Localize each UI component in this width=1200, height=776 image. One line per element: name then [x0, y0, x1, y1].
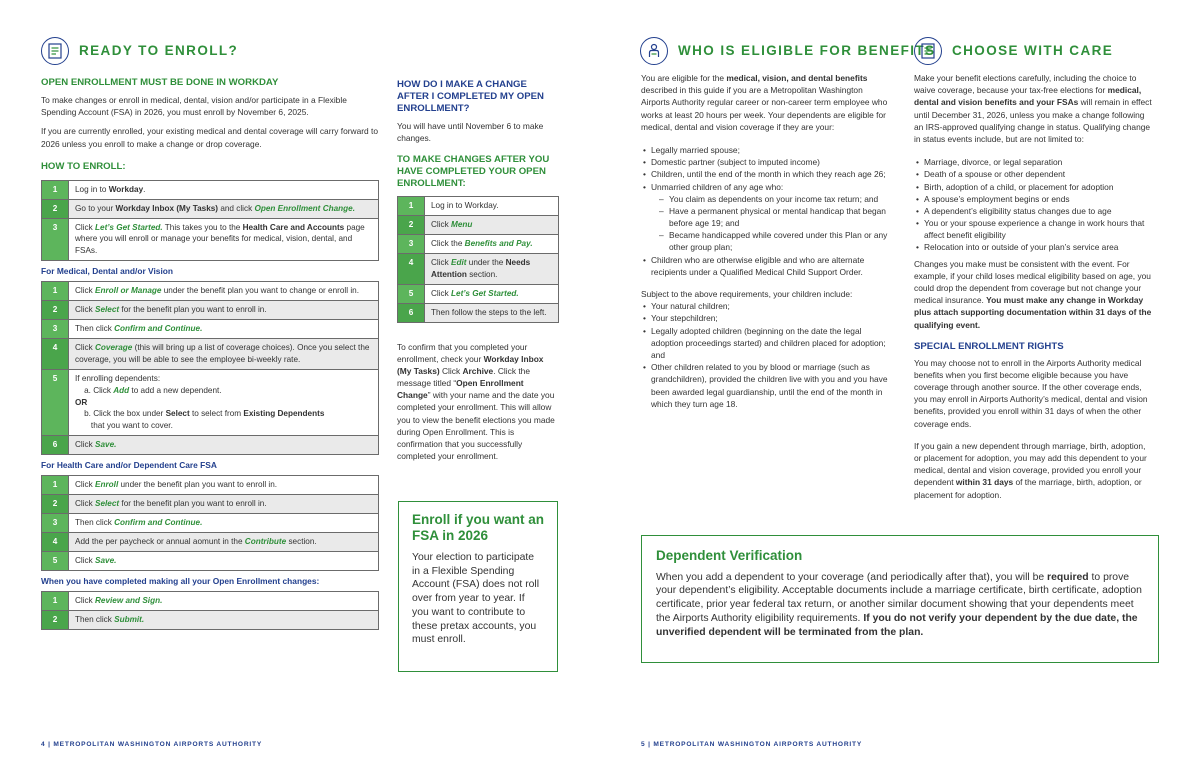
list-item: • Unmarried children of any age who: – You claim as dependents on your income tax return; and – Have a permanent physical or mental handicap that began before age 19; and – Became handicapped while covered under this Plan or any other group plan;: [643, 181, 891, 254]
table-row: 6 Click Save.: [42, 436, 379, 455]
change-deadline-text: You will have until November 6 to make changes.: [397, 120, 544, 144]
medical-dental-vision-subheading: For Medical, Dental and/or Vision: [41, 266, 174, 277]
left-footer: 4 | METROPOLITAN WASHINGTON AIRPORTS AUTHORITY: [41, 741, 263, 748]
make-changes-heading: TO MAKE CHANGES AFTER YOU HAVE COMPLETED YOUR OPEN ENROLLMENT:: [397, 154, 550, 190]
table-row: 3 Click Let’s Get Started. This takes you to the Health Care and Accounts page where you will enroll or manage your benefits for medical, vision, dental, and FSAs.: [42, 218, 379, 261]
list-item: • Legally married spouse;: [643, 144, 891, 156]
list-item: • Relocation into or outside of your plan’s service area: [916, 241, 1154, 253]
special-enrollment-text-2: If you gain a new dependent through marriage, birth, adoption, or placement for adoption, you may add this dependent to your medical, dental and vision coverage, provided you enroll your dependent within 31 days of the marriage, birth, adoption, or placement for adoption.: [914, 440, 1147, 500]
table-row: 4 Click Coverage (this will bring up a list of coverage choices). Once you select the coverage, you will be able to see the employee bi-weekly rate.: [42, 339, 379, 370]
dependent-verification-title: Dependent Verification: [656, 548, 803, 563]
medical-steps-table: [41, 281, 379, 455]
choose-care-column: [914, 72, 1154, 501]
list-item: • Marriage, divorce, or legal separation: [916, 156, 1154, 168]
final-steps-table: [41, 591, 379, 630]
table-row: 1 Log in to Workday.: [42, 180, 379, 199]
left-column: [41, 77, 379, 630]
fsa-steps-table: [41, 475, 379, 570]
table-row: 3 Then click Confirm and Continue.: [42, 514, 379, 533]
list-item: • A spouse’s employment begins or ends: [916, 193, 1154, 205]
eligible-header: [640, 37, 935, 65]
fsa-subheading: For Health Care and/or Dependent Care FSA: [41, 460, 217, 471]
list-item: • Children, until the end of the month in which they reach age 26;: [643, 168, 891, 180]
completed-subheading: When you have completed making all your Open Enrollment changes:: [41, 575, 320, 586]
table-row: 2 Click Select for the benefit plan you want to enroll in.: [42, 495, 379, 514]
dependent-verification-box: [641, 535, 1159, 663]
list-item: • Other children related to you by blood or marriage (such as grandchildren), provided the children live with you and you have been awarded legal guardianship, until the end of the month in which they turn age 18.: [643, 361, 891, 410]
list-item: • Children who are otherwise eligible and who are alternate recipients under a Qualified Medical Child Support Order.: [643, 254, 891, 278]
consistent-change-text: Changes you make must be consistent with the event. For example, if your child loses medical eligibility based on age, you could drop the dependent from coverage but not change your medical insurance. You must make any change in Workday plus attach supporting documentation within 31 days of the qualifying event.: [914, 258, 1152, 330]
table-row: 1 Click Enroll or Manage under the benefit plan you want to change or enroll in.: [42, 282, 379, 301]
subject-text: Subject to the above requirements, your children include:: [641, 289, 853, 299]
list-item: • Legally adopted children (beginning on the date the legal adoption proceedings started) and children placed for adoption; and: [643, 325, 891, 362]
table-row: 5 Click Let’s Get Started.: [398, 284, 559, 303]
change-steps-table: [397, 196, 559, 322]
table-row: 5 Click Save.: [42, 551, 379, 570]
dependent-verification-body: When you add a dependent to your coverage (and periodically after that), you will be required to prove your dependent’s eligibility. Acceptable documents include a marriage certificate, birth certificate, adoption certificate, prior year federal tax return, or another similar document showing that your dependents meet the Airports Authority eligibility requirements. If you do not verify your dependent by the due date, the unverified dependent will be terminated from the plan.: [656, 571, 1142, 638]
table-row: 1 Click Enroll under the benefit plan you want to enroll in.: [42, 476, 379, 495]
table-row: 2 Click Menu: [398, 216, 559, 235]
table-row: 1 Log in to Workday.: [398, 197, 559, 216]
table-row: 1 Click Review and Sign.: [42, 591, 379, 610]
choose-care-header: [914, 37, 1113, 65]
table-row: 3 Then click Confirm and Continue.: [42, 320, 379, 339]
table-row: 3 Click the Benefits and Pay.: [398, 235, 559, 254]
middle-column: [397, 79, 559, 462]
how-to-enroll-table: [41, 180, 379, 261]
list-item: • You or your spouse experience a change in work hours that affect benefit eligibility: [916, 217, 1154, 241]
list-item: • Death of a spouse or other dependent: [916, 168, 1154, 180]
list-item: • Birth, adoption of a child, or placement for adoption: [916, 181, 1154, 193]
fsa-callout: [398, 501, 558, 672]
eligible-title: WHO IS ELIGIBLE FOR BENEFITS: [678, 43, 936, 59]
eligible-column: [641, 72, 891, 410]
fsa-callout-title: Enroll if you want an FSA in 2026: [412, 512, 545, 544]
fsa-callout-body: Your election to participate in a Flexible Spending Account (FSA) does not roll over from year to year. If you want to contribute to these pretax accounts, you must enroll.: [412, 551, 540, 646]
children-list: [641, 300, 891, 410]
table-row: 2 Then click Submit.: [42, 610, 379, 629]
table-row: 2 Go to your Workday Inbox (My Tasks) and click Open Enrollment Change.: [42, 199, 379, 218]
how-change-heading: HOW DO I MAKE A CHANGE AFTER I COMPLETED MY OPEN ENROLLMENT?: [397, 79, 544, 114]
how-to-enroll-heading: HOW TO ENROLL:: [41, 160, 126, 172]
table-row: 4 Add the per paycheck or annual aomunt in the Contribute section.: [42, 533, 379, 552]
person-icon: [640, 37, 668, 65]
right-footer: 5 | METROPOLITAN WASHINGTON AIRPORTS AUTHORITY: [641, 741, 863, 748]
special-enrollment-text-1: You may choose not to enroll in the Airports Authority medical benefits when you first become eligible because you have coverage through another source. If the other coverage ends, you may enroll in Airports Authority’s medical, dental and vision benefits, provided you enroll within 31 days of when the other coverage ends.: [914, 357, 1148, 429]
document-icon: [914, 37, 942, 65]
confirm-enrollment-text: To confirm that you completed your enrollment, check your Workday Inbox (My Tasks) Click Archive. Click the message titled “Open Enrollment Change” with your name and the date you completed your enrollment. This will allow you to view the benefit elections you made during Open Enrollment. This is confirmation that you successfully completed your enrollment.: [397, 341, 555, 462]
dependent-list: [641, 144, 891, 278]
list-item: • Your stepchildren;: [643, 312, 891, 324]
choose-care-title: CHOOSE WITH CARE: [952, 43, 1114, 59]
status-events-list: [914, 156, 1154, 254]
enroll-deadline-text: To make changes or enroll in medical, dental, vision and/or participate in a Flexible Spending Account (FSA) in 2026, you must enroll by November 6, 2025.: [41, 94, 347, 118]
list-item: • Your natural children;: [643, 300, 891, 312]
workday-heading: OPEN ENROLLMENT MUST BE DONE IN WORKDAY: [41, 77, 279, 88]
ready-to-enroll-header: [41, 37, 238, 65]
list-item: • A dependent’s eligibility status changes due to age: [916, 205, 1154, 217]
table-row: 6 Then follow the steps to the left.: [398, 303, 559, 322]
special-enrollment-heading: SPECIAL ENROLLMENT RIGHTS: [914, 340, 1064, 352]
list-item: • Domestic partner (subject to imputed income): [643, 156, 891, 168]
table-row: 5 If enrolling dependents: a. Click Add to add a new dependent. OR b. Click the box under Select to select from Existing Dependents that you want to cover.: [42, 369, 379, 435]
eligible-intro: You are eligible for the medical, vision, and dental benefits described in this guide if you are a Metropolitan Washington Airports Authority regular career or non-career term employee who works at least 20 hours per week. Your dependents are eligible for medical, dental and vision coverage if they are your:: [641, 73, 888, 132]
ready-to-enroll-title: READY TO ENROLL?: [79, 43, 239, 59]
choose-care-intro: Make your benefit elections carefully, including the choice to waive coverage, because your tax-free elections for medical, dental and vision benefits and your FSAs will remain in effect until December 31, 2026, unless you make a change following an IRS-approved qualifying change in status. Qualifying change in status events include, but are not limited to:: [914, 73, 1152, 144]
table-row: 2 Click Select for the benefit plan you want to enroll in.: [42, 301, 379, 320]
table-row: 4 Click Edit under the Needs Attention section.: [398, 253, 559, 284]
form-icon: [41, 37, 69, 65]
carry-forward-text: If you are currently enrolled, your existing medical and dental coverage will carry forward to 2026 unless you enroll to make a change or drop coverage.: [41, 126, 379, 149]
